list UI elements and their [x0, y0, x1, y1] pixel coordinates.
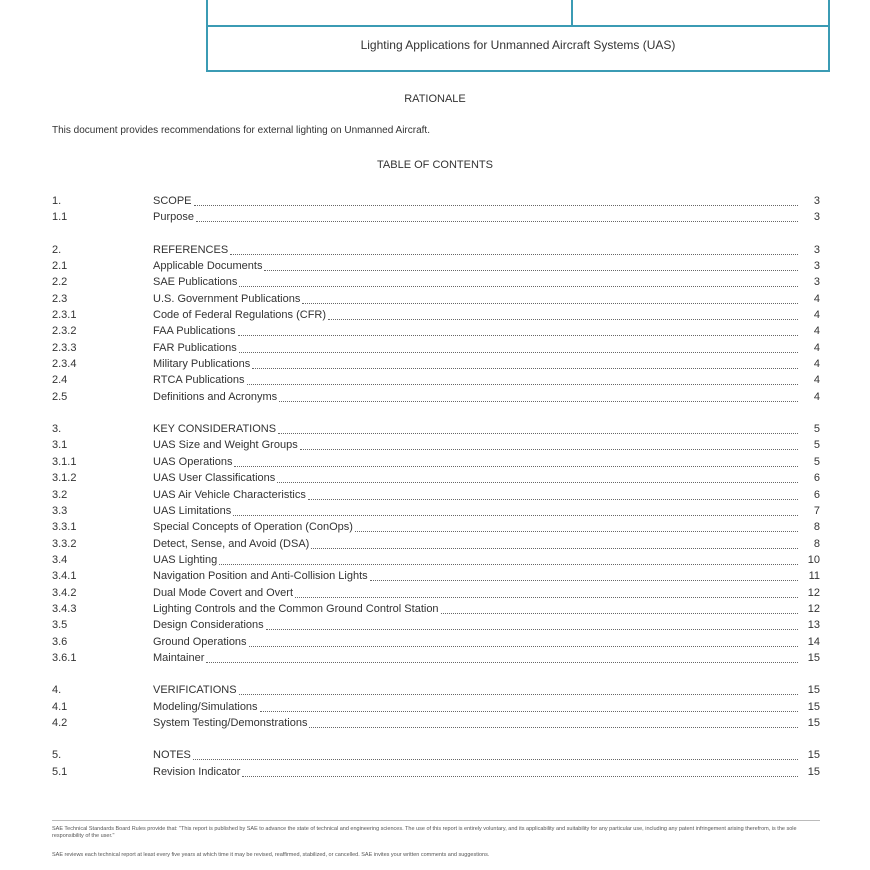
footer-review-note: SAE reviews each technical report at least every five years at which time it may be revised, reaffirmed, stabilized, or cancelled. SAE invites your written comments and suggestions. — [52, 852, 490, 858]
toc-entry[interactable] — [52, 487, 820, 503]
toc-entry-page: 4 — [813, 358, 820, 371]
toc-entry[interactable] — [52, 617, 820, 633]
toc-entry-page: 7 — [813, 504, 820, 517]
toc-entry-page: 6 — [813, 472, 820, 485]
toc-entry-number: 3.1 — [52, 439, 68, 452]
toc-entry-title-text: Design Considerations — [153, 619, 264, 632]
toc-leader-dots — [309, 715, 798, 728]
toc-leader-dots — [308, 487, 798, 500]
toc-entry[interactable] — [52, 437, 820, 453]
toc-entry-title — [153, 454, 798, 470]
document-title: Lighting Applications for Unmanned Aircraft Systems (UAS) — [360, 38, 676, 52]
toc-entry-title — [153, 307, 798, 323]
toc-entry-title-text: System Testing/Demonstrations — [153, 716, 308, 729]
toc-entry-number: 1.1 — [52, 211, 68, 224]
toc-entry-title — [153, 634, 798, 650]
toc-leader-dots — [441, 601, 798, 614]
toc-entry-title-text: Ground Operations — [153, 635, 247, 648]
toc-entry-number: 4. — [52, 684, 62, 697]
toc-leader-dots — [219, 552, 798, 565]
toc-entry-page: 8 — [813, 521, 820, 534]
toc-entry-title-text: FAA Publications — [153, 325, 236, 338]
footer-disclaimer: SAE Technical Standards Board Rules provide that: "This report is published by SAE to advance the state of technical and engineering sciences. The use of this report is entirely voluntary, and its applicability and suitability for any particular use, including any patent infringement arising therefrom, is the sole responsibility of the user." — [52, 826, 797, 839]
toc-leader-dots — [242, 764, 798, 777]
toc-entry-title-text: Purpose — [153, 211, 194, 224]
toc-entry-page: 11 — [808, 570, 820, 583]
toc-leader-dots — [196, 209, 798, 222]
toc-leader-dots — [328, 307, 798, 320]
toc-entry-title — [153, 274, 798, 290]
toc-entry-page: 4 — [813, 390, 820, 403]
toc-entry-page: 4 — [813, 309, 820, 322]
toc-entry[interactable] — [52, 193, 820, 209]
toc-entry-number: 3.6 — [52, 635, 68, 648]
toc-entry-title — [153, 340, 798, 356]
toc-leader-dots — [278, 421, 798, 434]
toc-entry[interactable] — [52, 454, 820, 470]
toc-entry-page: 15 — [807, 716, 820, 729]
toc-leader-dots — [260, 699, 798, 712]
toc-entry-title — [153, 715, 798, 731]
toc-entry-title-text: Military Publications — [153, 358, 251, 371]
toc-entry-number: 2.2 — [52, 276, 68, 289]
toc-entry-page: 4 — [813, 341, 820, 354]
toc-entry-title — [153, 764, 798, 780]
toc-entry-title — [153, 519, 798, 535]
toc-entry-number: 2.5 — [52, 390, 68, 403]
toc-entry-page: 10 — [807, 553, 820, 566]
toc-leader-dots — [234, 454, 798, 467]
toc-leader-dots — [277, 470, 798, 483]
toc-entry-page: 6 — [813, 488, 820, 501]
toc-entry-title-text: Maintainer — [153, 651, 205, 664]
toc-entry-title-text: UAS Limitations — [153, 504, 232, 517]
toc-entry-title — [153, 536, 798, 552]
toc-entry-title-text: Detect, Sense, and Avoid (DSA) — [153, 537, 310, 550]
toc-entry-title — [153, 193, 798, 209]
toc-entry[interactable] — [52, 568, 820, 584]
rationale-text: This document provides recommendations for external lighting on Unmanned Aircraft. — [52, 125, 430, 136]
toc-entry[interactable] — [52, 242, 820, 258]
toc-leader-dots — [247, 372, 798, 385]
toc-entry[interactable] — [52, 470, 820, 486]
toc-leader-dots — [252, 356, 798, 369]
toc-entry-number: 2.3.3 — [52, 341, 77, 354]
toc-leader-dots — [233, 503, 798, 516]
toc-entry[interactable] — [52, 389, 820, 405]
toc-entry[interactable] — [52, 715, 820, 731]
toc-entry-title — [153, 747, 798, 763]
toc-leader-dots — [239, 274, 798, 287]
header-divider — [571, 0, 573, 25]
toc-entry-title — [153, 421, 798, 437]
toc-entry-page: 15 — [807, 651, 820, 664]
toc-leader-dots — [239, 340, 798, 353]
toc-leader-dots — [264, 258, 798, 271]
toc-entry[interactable] — [52, 536, 820, 552]
toc-entry-page: 3 — [813, 243, 820, 256]
toc-leader-dots — [370, 568, 798, 581]
toc-entry[interactable] — [52, 601, 820, 617]
toc-entry-title — [153, 601, 798, 617]
toc-entry-title — [153, 699, 798, 715]
toc-leader-dots — [193, 747, 798, 760]
toc-entry-number: 3.1.1 — [52, 455, 77, 468]
toc-entry-title — [153, 650, 798, 666]
toc-entry-title — [153, 487, 798, 503]
toc-entry[interactable] — [52, 340, 820, 356]
toc-entry-page: 3 — [813, 211, 820, 224]
toc-entry[interactable] — [52, 372, 820, 388]
toc-entry-title-text: RTCA Publications — [153, 374, 245, 387]
toc-entry-number: 4.2 — [52, 716, 68, 729]
toc-entry-title — [153, 291, 798, 307]
toc-entry-title-text: Modeling/Simulations — [153, 700, 258, 713]
toc-leader-dots — [355, 519, 798, 532]
rationale-heading: RATIONALE — [404, 93, 466, 105]
toc-entry-title-text: UAS Lighting — [153, 553, 218, 566]
toc-entry[interactable] — [52, 552, 820, 568]
toc-entry-page: 3 — [813, 195, 820, 207]
toc-entry-page: 15 — [807, 684, 820, 697]
toc-entry-number: 5. — [52, 749, 62, 762]
toc-entry-number: 5.1 — [52, 765, 68, 778]
toc-entry-number: 3. — [52, 423, 62, 436]
toc-entry[interactable] — [52, 634, 820, 650]
toc-entry-title-text: NOTES — [153, 749, 191, 762]
toc-entry-title — [153, 585, 798, 601]
toc-entry-number: 3.4 — [52, 553, 68, 566]
toc-entry-title-text: SCOPE — [153, 195, 192, 207]
toc-entry-number: 3.5 — [52, 619, 68, 632]
toc-entry-number: 3.2 — [52, 488, 68, 501]
toc-entry-page: 15 — [807, 765, 820, 778]
toc-entry-page: 4 — [813, 292, 820, 305]
toc-entry[interactable] — [52, 258, 820, 274]
toc-entry[interactable] — [52, 274, 820, 290]
toc-entry-number: 2.3.2 — [52, 325, 77, 338]
toc-entry-title — [153, 389, 798, 405]
toc-entry-title-text: UAS Size and Weight Groups — [153, 439, 298, 452]
toc-entry-title-text: Dual Mode Covert and Overt — [153, 586, 294, 599]
toc-entry-title — [153, 503, 798, 519]
toc-entry-title-text: FAR Publications — [153, 341, 237, 354]
toc-entry-title — [153, 209, 798, 225]
toc-leader-dots — [279, 389, 798, 402]
toc-entry-title — [153, 682, 798, 698]
toc-entry[interactable] — [52, 764, 820, 780]
toc-entry[interactable] — [52, 291, 820, 307]
toc-entry-title-text: Navigation Position and Anti-Collision Lights — [153, 570, 368, 583]
toc-leader-dots — [302, 291, 798, 304]
toc-entry-title-text: Special Concepts of Operation (ConOps) — [153, 521, 353, 534]
toc-entry-title — [153, 356, 798, 372]
toc-leader-dots — [249, 634, 798, 647]
toc-entry-page: 12 — [807, 602, 820, 615]
toc-entry-number: 2. — [52, 243, 62, 256]
toc-entry-title-text: Applicable Documents — [153, 260, 263, 273]
toc-entry-number: 2.3 — [52, 292, 68, 305]
toc-entry-title — [153, 437, 798, 453]
toc-entry-title-text: Revision Indicator — [153, 765, 241, 778]
toc-entry-title — [153, 258, 798, 274]
toc-entry-page: 5 — [813, 439, 820, 452]
toc-entry[interactable] — [52, 503, 820, 519]
toc-leader-dots — [238, 323, 798, 336]
toc-entry-number: 3.3.2 — [52, 537, 77, 550]
toc-entry-number: 3.4.3 — [52, 602, 77, 615]
toc-entry-title-text: KEY CONSIDERATIONS — [153, 423, 277, 436]
toc-entry-number: 3.3.1 — [52, 521, 77, 534]
toc-entry-number: 3.4.2 — [52, 586, 77, 599]
toc-leader-dots — [206, 650, 798, 663]
toc-leader-dots — [230, 242, 798, 255]
toc-entry-number: 1. — [52, 195, 62, 207]
toc-entry-title — [153, 470, 798, 486]
toc-entry-page: 3 — [813, 260, 820, 273]
toc-entry[interactable] — [52, 699, 820, 715]
toc-entry-number: 3.1.2 — [52, 472, 77, 485]
toc-entry-page: 15 — [807, 700, 820, 713]
toc-entry-page: 12 — [807, 586, 820, 599]
header-top-row — [208, 0, 828, 27]
toc-entry[interactable] — [52, 650, 820, 666]
toc-entry-page: 5 — [813, 455, 820, 468]
toc-entry-title-text: UAS User Classifications — [153, 472, 276, 485]
toc-entry-title-text: SAE Publications — [153, 276, 238, 289]
toc-entry-page: 13 — [807, 619, 820, 632]
toc-entry[interactable] — [52, 519, 820, 535]
toc-leader-dots — [266, 617, 798, 630]
toc-leader-dots — [194, 193, 798, 206]
toc-entry-title — [153, 372, 798, 388]
toc-heading: TABLE OF CONTENTS — [377, 159, 493, 171]
toc-entry-title-text: UAS Operations — [153, 455, 233, 468]
table-of-contents — [52, 193, 820, 780]
toc-entry[interactable] — [52, 421, 820, 437]
toc-entry-title-text: REFERENCES — [153, 243, 229, 256]
toc-entry-number: 2.3.4 — [52, 358, 77, 371]
toc-entry-title-text: VERIFICATIONS — [153, 684, 237, 697]
toc-entry-page: 4 — [813, 325, 820, 338]
toc-entry-page: 5 — [813, 423, 820, 436]
toc-leader-dots — [239, 682, 798, 695]
toc-entry-title — [153, 242, 798, 258]
toc-entry-title-text: U.S. Government Publications — [153, 292, 301, 305]
toc-leader-dots — [300, 437, 798, 450]
toc-entry-title-text: Definitions and Acronyms — [153, 390, 278, 403]
toc-entry-number: 2.3.1 — [52, 309, 77, 322]
toc-entry-page: 8 — [813, 537, 820, 550]
toc-entry[interactable] — [52, 585, 820, 601]
toc-entry-title — [153, 323, 798, 339]
toc-entry-number: 3.6.1 — [52, 651, 77, 664]
toc-entry-title-text: Lighting Controls and the Common Ground Control Station — [153, 602, 439, 615]
toc-entry[interactable] — [52, 209, 820, 225]
toc-entry[interactable] — [52, 323, 820, 339]
toc-entry-page: 15 — [807, 749, 820, 762]
toc-entry-page: 14 — [807, 635, 820, 648]
toc-entry[interactable] — [52, 307, 820, 323]
toc-entry-number: 3.3 — [52, 504, 68, 517]
toc-leader-dots — [311, 536, 798, 549]
toc-entry-page: 4 — [813, 374, 820, 387]
toc-entry-page: 3 — [813, 276, 820, 289]
document-header-box — [206, 0, 830, 72]
toc-entry-title — [153, 617, 798, 633]
toc-entry[interactable] — [52, 682, 820, 698]
toc-leader-dots — [295, 585, 798, 598]
toc-entry-number: 2.1 — [52, 260, 68, 273]
toc-entry[interactable] — [52, 356, 820, 372]
toc-entry[interactable] — [52, 747, 820, 763]
toc-entry-title — [153, 552, 798, 568]
toc-entry-title-text: UAS Air Vehicle Characteristics — [153, 488, 306, 501]
toc-entry-number: 4.1 — [52, 700, 68, 713]
toc-entry-title — [153, 568, 798, 584]
footer-divider — [52, 820, 820, 821]
toc-entry-title-text: Code of Federal Regulations (CFR) — [153, 309, 327, 322]
toc-entry-number: 2.4 — [52, 374, 68, 387]
toc-entry-number: 3.4.1 — [52, 570, 77, 583]
